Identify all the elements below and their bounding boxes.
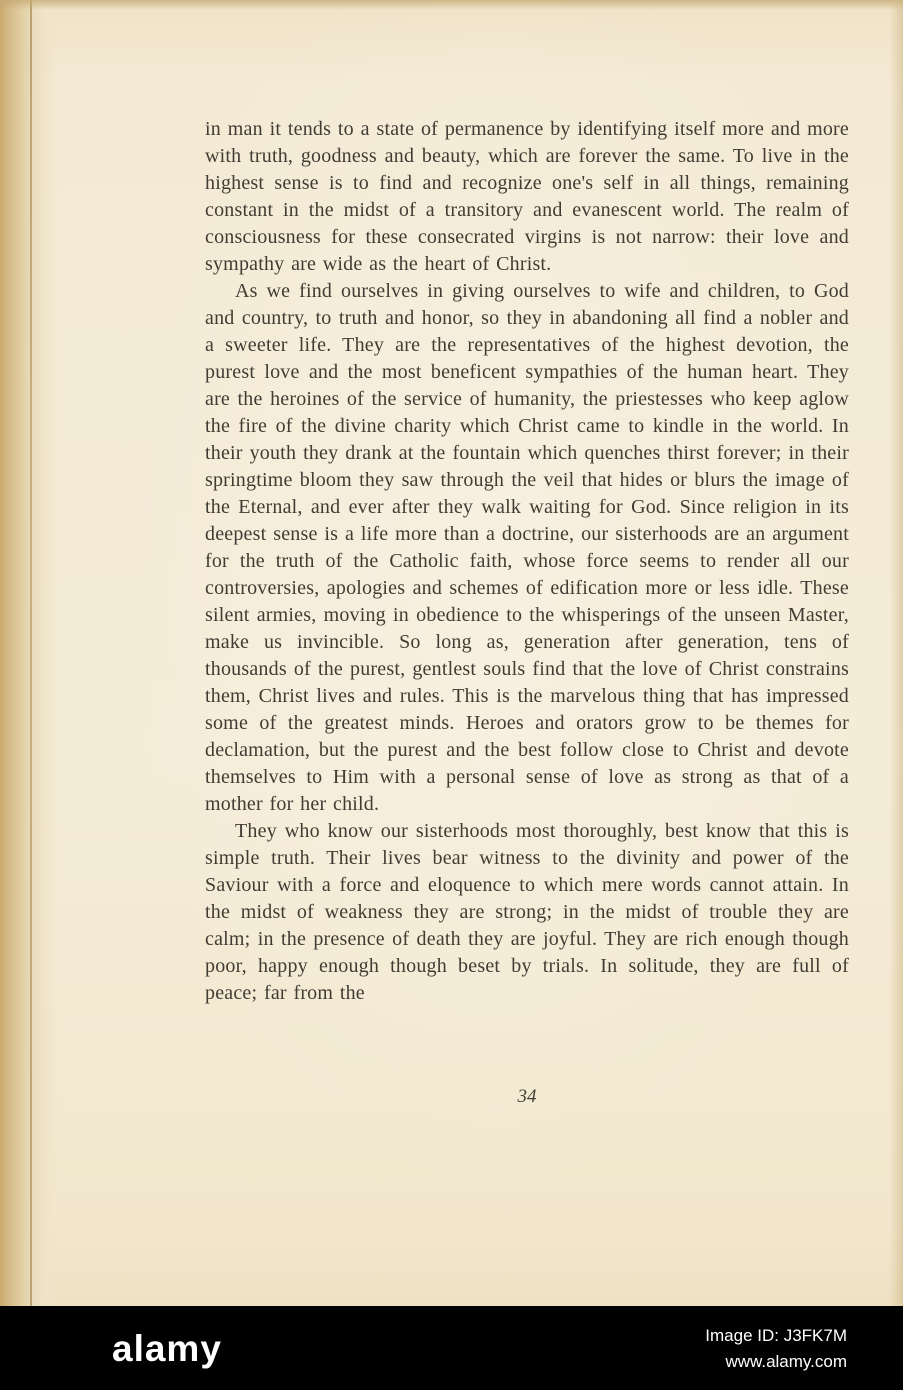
image-id-label: Image ID: J3FK7M bbox=[705, 1326, 847, 1345]
alamy-watermark-bar bbox=[0, 1306, 903, 1390]
page-edge-line bbox=[30, 0, 32, 1390]
paragraph-continuation: in man it tends to a state of permanence by identifying itself more and more with truth, goodness and beauty, which are forever the same. To live in the highest sense is to find and recognize one's self in all things, remaining constant in the midst of a transitory and evanescent world. The realm of consciousness for these consecrated virgins is not narrow: their love and sympathy are wide as the heart of Christ. bbox=[205, 118, 849, 275]
watermark-meta bbox=[705, 1323, 847, 1375]
page-number: 34 bbox=[517, 1086, 537, 1107]
body-text bbox=[205, 116, 849, 1007]
paragraph-3: They who know our sisterhoods most thoroughly, best know that this is simple truth. Their lives bear witness to the divinity and power of the Saviour with a force and eloquence to which mere words cannot attain. In the midst of weakness they are strong; in the midst of trouble they are calm; in the presence of death they are joyful. They are rich enough though poor, happy enough though beset by trials. In solitude, they are full of peace; far from the bbox=[205, 820, 849, 1004]
alamy-logo: alamy bbox=[112, 1328, 222, 1369]
paragraph-2: As we find ourselves in giving ourselves to wife and children, to God and country, to truth and honor, so they in abandoning all find a nobler and a sweeter life. They are the representatives of the highest devotion, the purest love and the most beneficent sympathies of the human heart. They are the heroines of the service of humanity, the priestesses who keep aglow the fire of the divine charity which Christ came to kindle in the world. In their youth they drank at the fountain which quenches thirst forever; in their springtime bloom they saw through the veil that hides or blurs the image of the Eternal, and ever after they walk waiting for God. Since religion in its deepest sense is a life more than a doctrine, our sisterhoods are an argument for the truth of the Catholic faith, whose force seems to render all our controversies, apologies and schemes of edification more or less idle. These silent armies, moving in obedience to the whisperings of the unseen Master, make us invincible. So long as, generation after generation, tens of thousands of the purest, gentlest souls find that the love of Christ constrains them, Christ lives and rules. This is the marvelous thing that has impressed some of the greatest minds. Heroes and orators grow to be themes for declamation, but the purest and the best follow close to Christ and devote themselves to Him with a personal sense of love as strong as that of a mother for her child. bbox=[205, 280, 849, 815]
page-right-edge-shadow bbox=[889, 0, 903, 1390]
book-binding-edge bbox=[0, 0, 58, 1390]
alamy-url: www.alamy.com bbox=[725, 1352, 847, 1371]
page-top-edge-shadow bbox=[0, 0, 903, 10]
